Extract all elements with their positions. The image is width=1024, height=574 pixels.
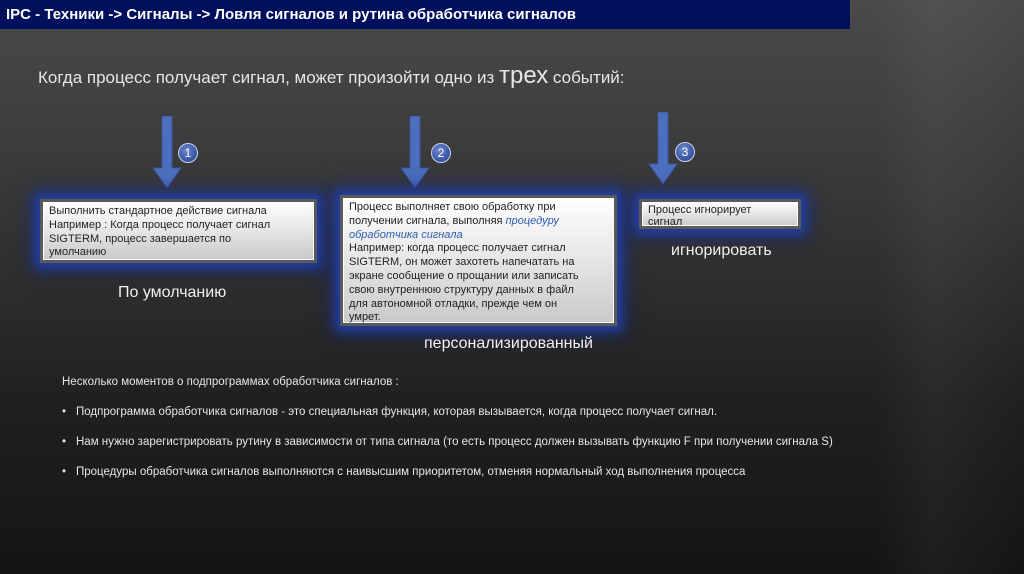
option-card-default — [40, 199, 317, 263]
handler-link: процедуру — [505, 214, 559, 227]
intro-before: Когда процесс получает сигнал, может произойти одно из — [38, 68, 500, 87]
option-card-custom — [340, 195, 617, 326]
slide-title: IPC - Техники -> Сигналы -> Ловля сигналов и рутина обработчика сигналов — [0, 0, 850, 29]
down-arrow-icon — [400, 116, 430, 190]
card-line: сигнал — [648, 215, 683, 228]
intro-after: событий: — [548, 68, 625, 87]
card-line: Процесс игнорирует — [648, 204, 752, 216]
card-line — [349, 215, 610, 229]
list-item-text: Нам нужно зарегистрировать рутину в зависимости от типа сигнала (то есть процесс должен вызывать функцию F при получении сигнала S) — [76, 436, 833, 448]
card-line: для автономной отладки, прежде чем он — [349, 297, 558, 310]
card-line: Выполнить стандартное действие сигнала — [49, 205, 267, 217]
notes-list — [62, 406, 833, 496]
list-item — [62, 436, 833, 450]
card-line: умрет. — [349, 311, 381, 324]
list-item — [62, 466, 833, 480]
bullet-dot: • — [62, 436, 67, 448]
number-badge-2: 2 — [431, 143, 451, 163]
intro-text — [38, 62, 625, 90]
card-line: SIGTERM, процесс завершается по — [49, 232, 232, 245]
caption-default: По умолчанию — [118, 284, 227, 301]
bullet-dot: • — [62, 466, 67, 478]
list-item-text: Процедуры обработчика сигналов выполняются с наивысшим приоритетом, отменяя нормальный ход выполнения процесса — [76, 466, 746, 478]
intro-emphasis: трех — [499, 62, 549, 89]
card-line: Процесс выполняет свою обработку при — [349, 201, 556, 213]
handler-link-cont: обработчика сигнала — [349, 228, 463, 241]
caption-ignore: игнорировать — [671, 242, 772, 259]
bullet-dot: • — [62, 406, 67, 418]
notes-title: Несколько моментов о подпрограммах обработчика сигналов : — [62, 376, 399, 388]
list-item-text: Подпрограмма обработчика сигналов - это специальная функция, которая вызывается, когда процесс получает сигнал. — [76, 406, 718, 418]
number-badge-3: 3 — [675, 142, 695, 162]
card-line: Например: когда процесс получает сигнал — [349, 242, 566, 255]
card-line: SIGTERM, он может захотеть напечатать на — [349, 256, 575, 269]
card-line-prefix: получении сигнала, выполняя — [349, 214, 506, 227]
option-card-ignore — [639, 199, 801, 229]
card-line: экране сообщение о прощании или записать — [349, 269, 579, 282]
background-stripe — [874, 0, 1024, 574]
card-line: Например : Когда процесс получает сигнал — [49, 218, 271, 231]
number-badge-1: 1 — [178, 143, 198, 163]
card-line: свою внутреннюю структуру данных в файл — [349, 283, 574, 296]
caption-custom: персонализированный — [424, 335, 593, 352]
list-item — [62, 406, 833, 420]
card-line: умолчанию — [49, 246, 107, 259]
down-arrow-icon — [648, 112, 678, 186]
